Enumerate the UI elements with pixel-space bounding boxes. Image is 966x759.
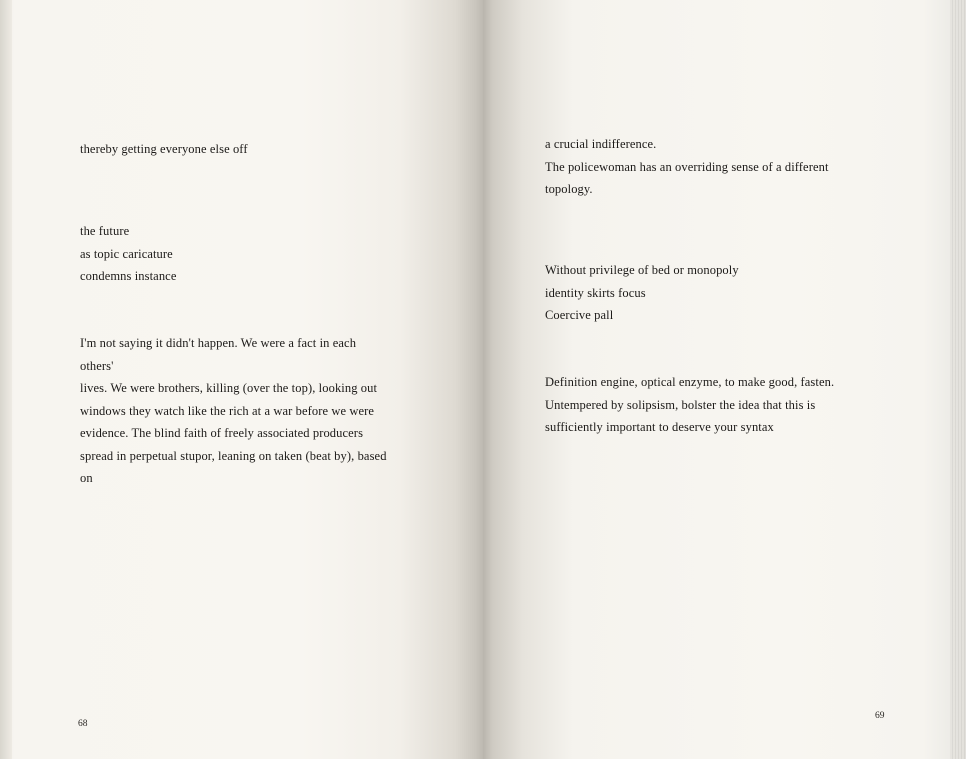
text-line: as topic caricature [80,246,173,261]
page-number-left: 68 [78,719,88,729]
text-line: evidence. The blind faith of freely associated producers [80,426,364,440]
left-stanza-2 [80,220,176,288]
text-line: condemns instance [80,269,177,283]
page-number-right: 69 [875,711,885,721]
text-line: thereby getting everyone else off [80,142,248,156]
text-line: sufficiently important to deserve your syntax [545,420,774,434]
text-line: spread in perpetual stupor, leaning on taken (beat by), based [80,448,387,463]
text-line: Definition engine, optical enzyme, to make good, fasten. [545,375,835,389]
right-stanza-1 [545,133,829,201]
text-line: the future [80,224,130,238]
text-line: others' [80,358,114,373]
right-page [483,0,966,759]
right-stanza-2 [545,259,739,327]
left-page-edge [0,0,12,759]
text-line: Without privilege of bed or monopoly [545,263,739,277]
left-stanza-1 [80,138,248,161]
text-line: Coercive pall [545,308,614,322]
text-line: on [80,471,93,485]
right-page-edge [950,0,966,759]
text-line: I'm not saying it didn't happen. We were a fact in each [80,336,357,350]
text-line: topology. [545,182,593,196]
text-line: windows they watch like the rich at a war before we were [80,403,375,418]
right-stanza-3 [545,371,834,439]
text-line: a crucial indifference. [545,137,657,151]
text-line: identity skirts focus [545,285,646,300]
text-line: lives. We were brothers, killing (over the top), looking out [80,381,378,395]
text-line: The policewoman has an overriding sense of a different [545,159,829,174]
left-stanza-3 [80,332,387,490]
text-line: Untempered by solipsism, bolster the idea that this is [545,397,816,412]
